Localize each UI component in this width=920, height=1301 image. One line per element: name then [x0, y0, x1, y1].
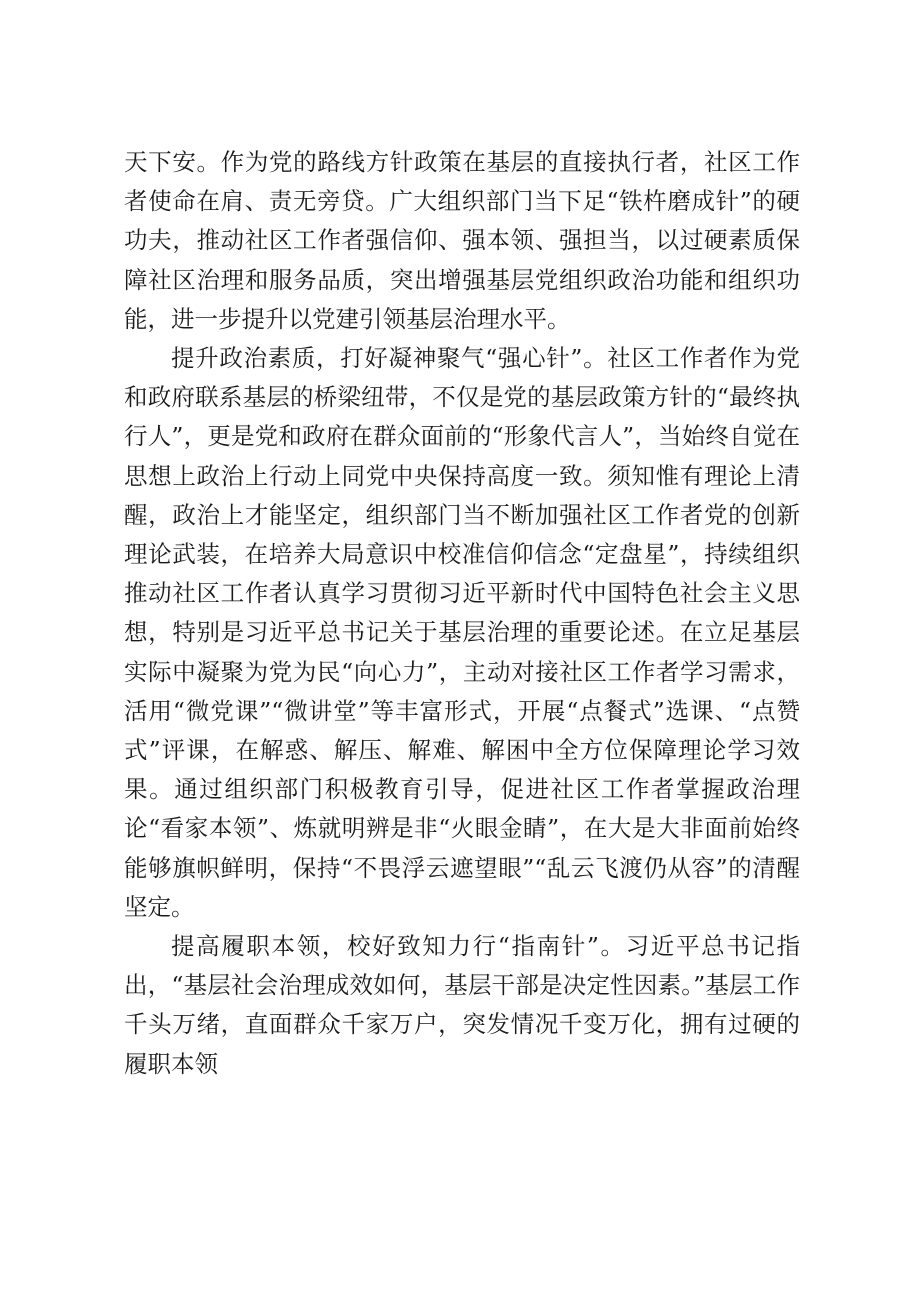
paragraph-2: 提升政治素质，打好凝神聚气“强心针”。社区工作者作为党和政府联系基层的桥梁纽带，不仅是党的基层政策方针的“最终执行人”，更是党和政府在群众面前的“形象代言人”，当始终自觉在思想上政治上行动上同党中央保持高度一致。须知惟有理论上清醒，政治上才能坚定，组织部门当不断加强社区工作者党的创新理论武装，在培养大局意识中校准信仰信念“定盘星”，持续组织推动社区工作者认真学习贯彻习近平新时代中国特色社会主义思想，特别是习近平总书记关于基层治理的重要论述。在立足基层实际中凝聚为党为民“向心力”，主动对接社区工作者学习需求，活用“微党课”“微讲堂”等丰富形式，开展“点餐式”选课、“点赞式”评课，在解惑、解压、解难、解困中全方位保障理论学习效果。通过组织部门积极教育引导，促进社区工作者掌握政治理论“看家本领”、炼就明辨是非“火眼金睛”，在大是大非面前始终能够旗帜鲜明，保持“不畏浮云遮望眼”“乱云飞渡仍从容”的清醒坚定。 — [124, 344, 800, 921]
document-body — [124, 143, 800, 1084]
paragraph-1: 天下安。作为党的路线方针政策在基层的直接执行者，社区工作者使命在肩、责无旁贷。广大组织部门当下足“铁杵磨成针”的硬功夫，推动社区工作者强信仰、强本领、强担当，以过硬素质保障社区治理和服务品质，突出增强基层党组织政治功能和组织功能，进一步提升以党建引领基层治理水平。 — [124, 148, 800, 333]
paragraph-3: 提高履职本领，校好致知力行“指南针”。习近平总书记指出，“基层社会治理成效如何，基层干部是决定性因素。”基层工作千头万绪，直面群众千家万户，突发情况千变万化，拥有过硬的履职本领 — [124, 932, 800, 1078]
